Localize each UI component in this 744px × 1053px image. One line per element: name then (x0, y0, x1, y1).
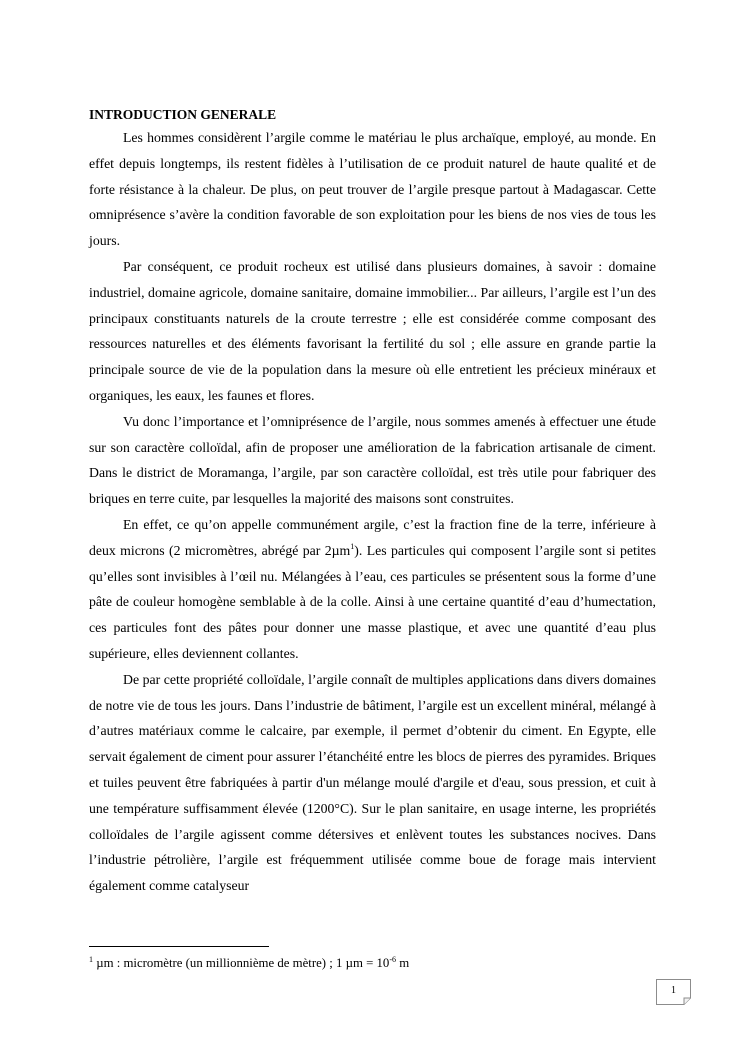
paragraph-4 (89, 512, 656, 667)
footnote (89, 955, 409, 971)
paragraph-5: De par cette propriété colloïdale, l’argile connaît de multiples applications dans divers domaines de notre vie de tous les jours. Dans l’industrie de bâtiment, l’argile est un excellent minéral, mélangé à d’autres matériaux comme le calcaire, par exemple, il permet d’obtenir du ciment. En Egypte, elle servait également de ciment pour assurer l’étanchéité entre les blocs de pierres des pyramides. Briques et tuiles peuvent être fabriquées à partir d'un mélange moulé d'argile et d'eau, sous pression, et cuit à une température suffisamment élevée (1200°C). Sur le plan sanitaire, en usage interne, les propriétés colloïdales de l’argile agissent comme détersives et enlèvent toutes les substances nocives. Dans l’industrie pétrolière, l’argile est fréquemment utilisée comme boue de forage mais intervient également comme catalyseur (89, 671, 656, 894)
footnote-text-before: µm : micromètre (un millionnième de mètre) ; 1 µm = 10 (93, 956, 390, 970)
footnote-separator (89, 946, 269, 947)
paragraph-3: Vu donc l’importance et l’omniprésence de l’argile, nous sommes amenés à effectuer une étude sur son caractère colloïdal, afin de proposer une amélioration de la fabrication artisanale de ciment. Dans le district de Moramanga, l’argile, par son caractère colloïdal, est très utile pour fabriquer des briques en terre cuite, par lesquelles la majorité des maisons sont construites. (89, 413, 656, 507)
footnote-exponent: -6 (389, 955, 396, 964)
footnote-marker: 1 (89, 955, 93, 964)
paragraph-2: Par conséquent, ce produit rocheux est utilisé dans plusieurs domaines, à savoir : domaine industriel, domaine agricole, domaine sanitaire, domaine immobilier... Par ailleurs, l’argile est l’un des principaux constituants naturels de la croute terrestre ; elle est considérée comme composant des ressources naturelles et des éléments favorisant la fertilité du sol ; elle assure en grande partie la principale source de vie de la population dans la mesure où elle entretient les précieux minéraux et organiques, les eaux, les faunes et flores. (89, 258, 656, 403)
body-text (89, 125, 656, 899)
paragraph-4-text-before: En effet, ce qu’on appelle communément argile, c’est la fraction fine de la terre, inférieure à deux microns (2 micromètres, abrégé par 2µm (89, 516, 656, 558)
paragraph-1: Les hommes considèrent l’argile comme le matériau le plus archaïque, employé, au monde. En effet depuis longtemps, ils restent fidèles à l’utilisation de ce produit naturel de haute qualité et de forte résistance à la chaleur. De plus, on peut trouver de l’argile presque partout à Madagascar. Cette omniprésence s’avère la condition favorable de son exploitation pour les biens de nos vies de tous les jours. (89, 130, 656, 249)
page-number-box (656, 979, 691, 1005)
page-number: 1 (671, 985, 676, 996)
footnote-text-after: m (396, 956, 410, 970)
footnote-reference[interactable]: 1 (350, 541, 355, 551)
paragraph-4-text-after: ). Les particules qui composent l’argile sont si petites qu’elles sont invisibles à l’œil nu. Mélangées à l’eau, ces particules se présentent sous la forme d’une pâte de couleur homogène semblable à de la colle. Ainsi à une certaine quantité d’eau d’humectation, ces particules font des pâtes pour donner une masse plastique, et avec une quantité d’eau plus supérieure, elles deviennent collantes. (89, 542, 656, 661)
section-heading: INTRODUCTION GENERALE (89, 107, 277, 122)
